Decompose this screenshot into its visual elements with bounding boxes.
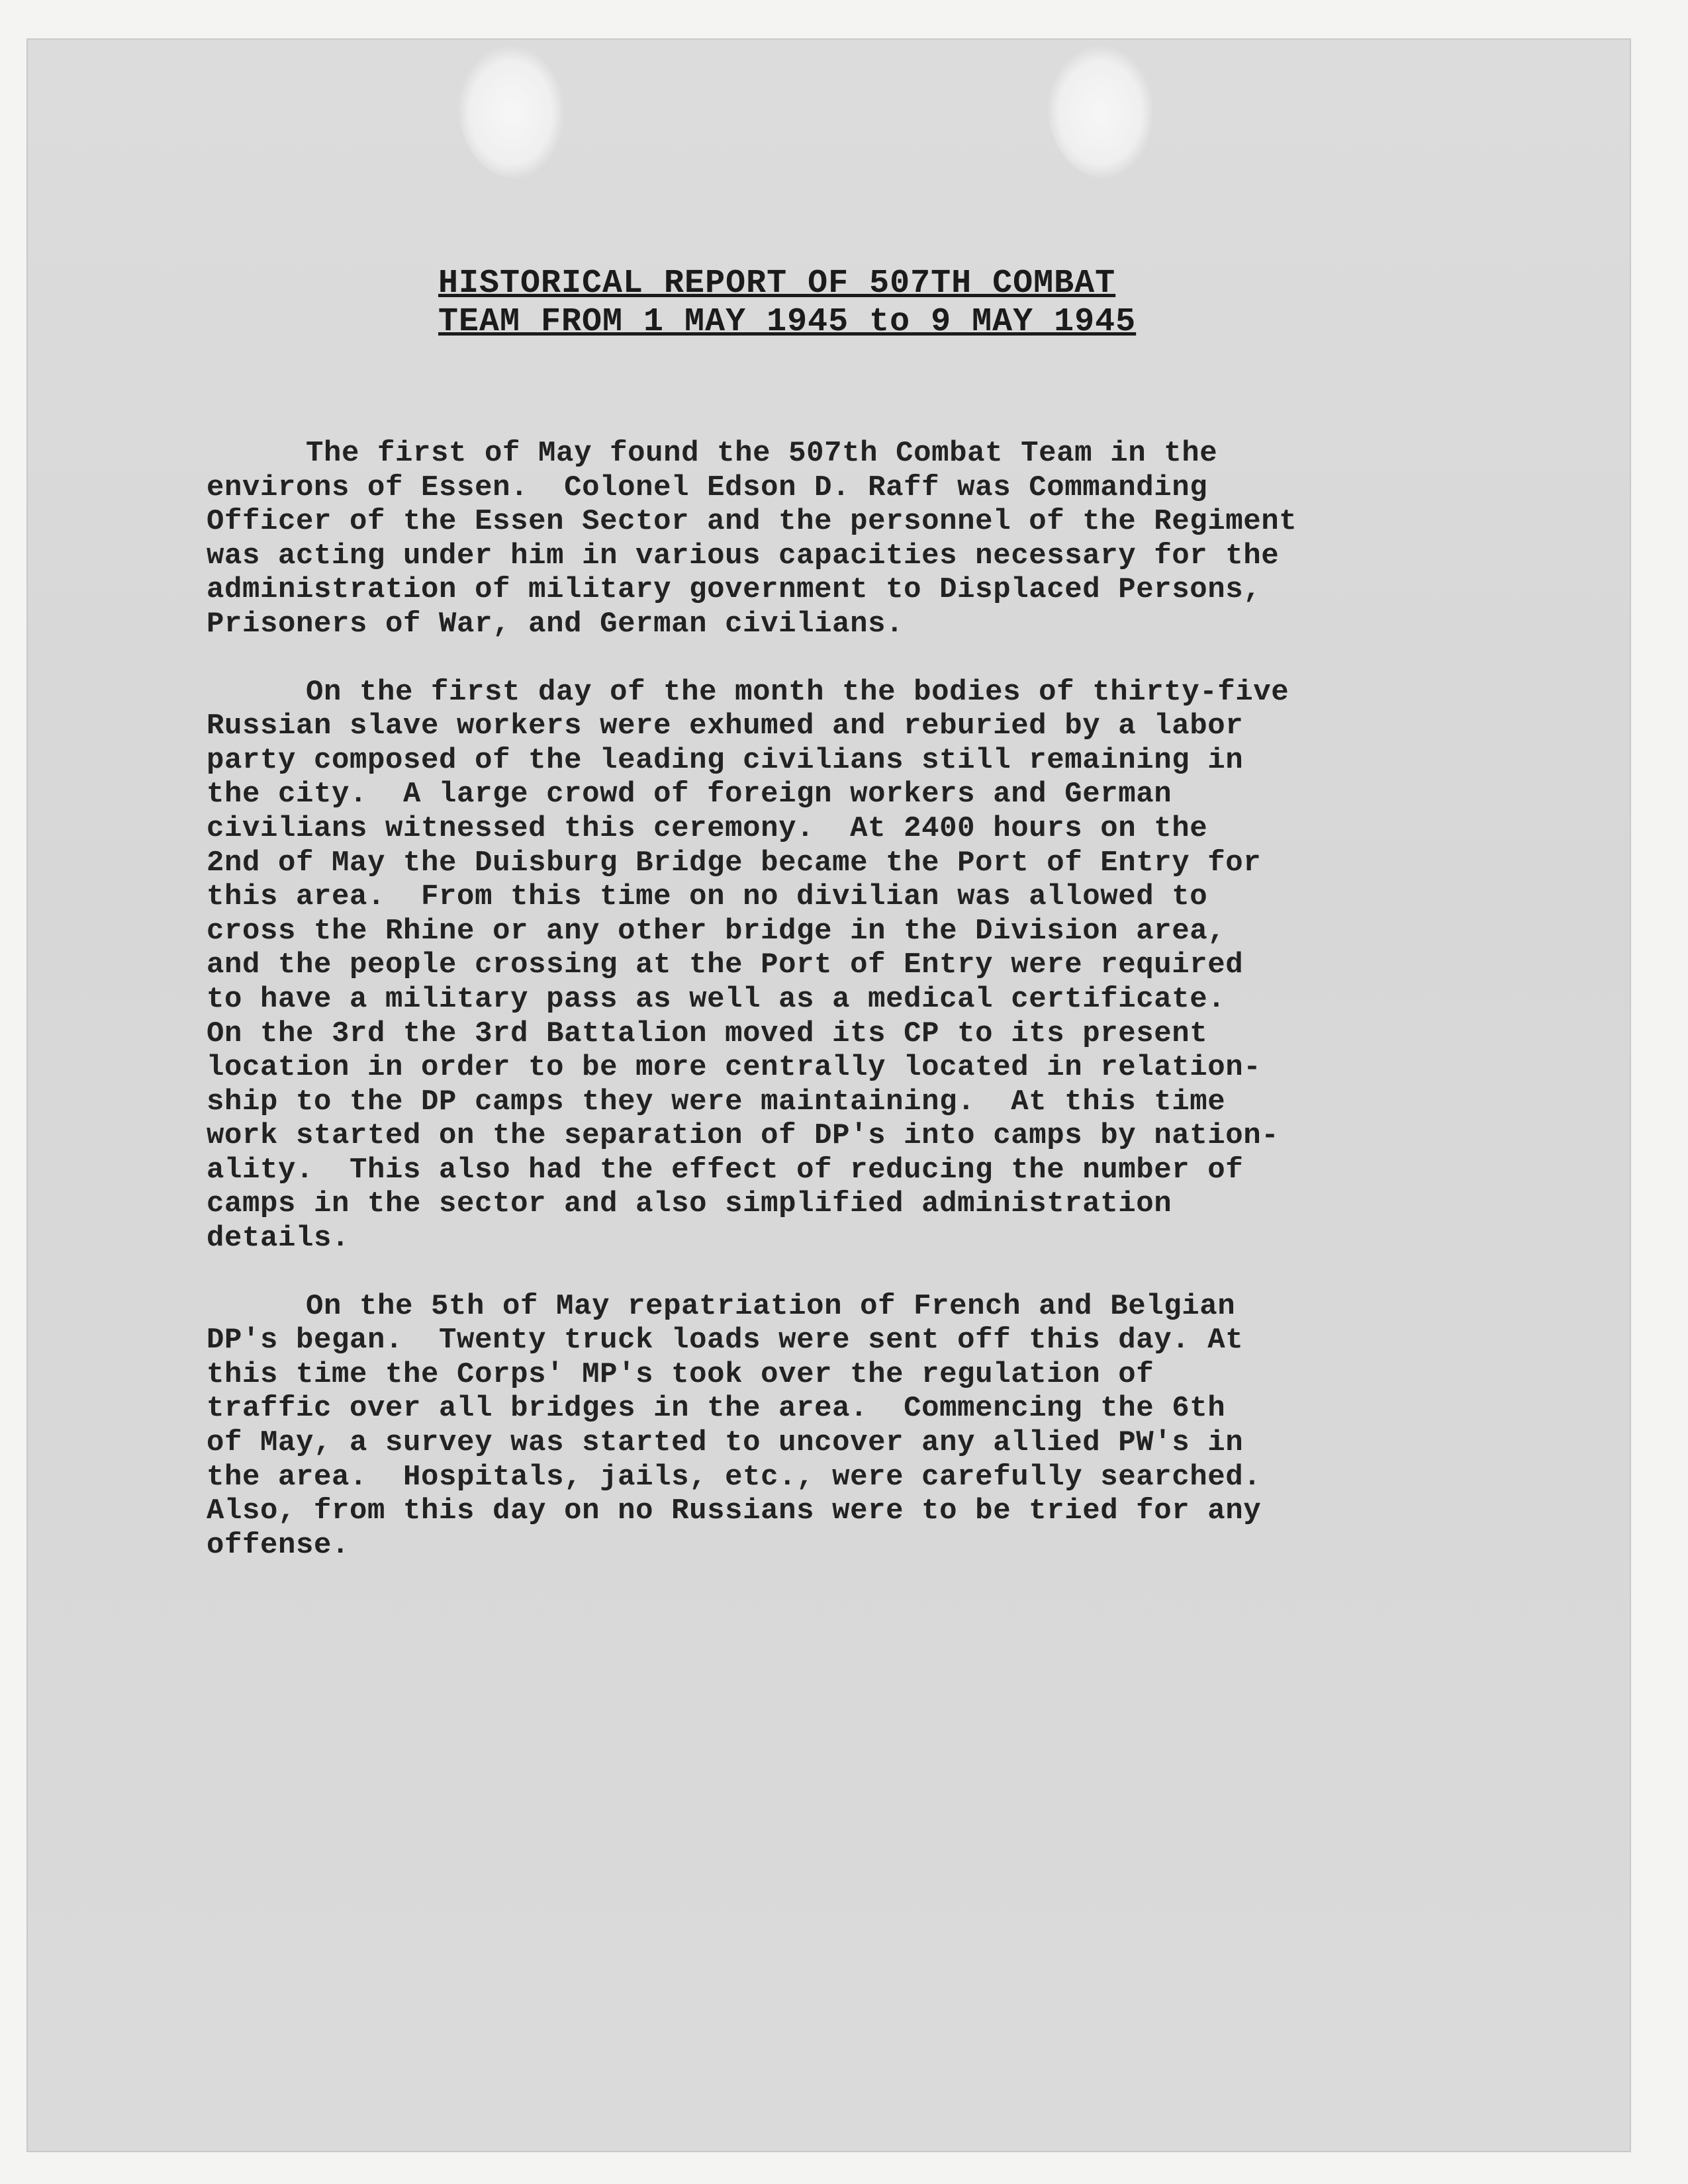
text-line: to have a military pass as well as a medical certificate. <box>207 982 1226 1016</box>
text-line: On the first day of the month the bodies of thirty-five <box>306 675 1289 709</box>
text-line: administration of military government to Displaced Persons, <box>207 573 1262 607</box>
text-line: and the people crossing at the Port of Entry were required <box>207 948 1244 982</box>
text-line: Officer of the Essen Sector and the personnel of the Regiment <box>207 505 1297 539</box>
text-line: Russian slave workers were exhumed and reburied by a labor <box>207 709 1244 743</box>
text-line: On the 3rd the 3rd Battalion moved its CP to its present <box>207 1017 1208 1050</box>
text-line: was acting under him in various capacities necessary for the <box>207 539 1280 572</box>
paragraph-2 <box>207 676 1550 1256</box>
text-line: location in order to be more centrally located in relation- <box>207 1051 1262 1085</box>
text-line: offense. <box>207 1528 350 1562</box>
title-line-1: HISTORICAL REPORT OF 507TH COMBAT <box>438 265 1116 302</box>
punch-hole-left <box>458 46 564 179</box>
text-line: On the 5th of May repatriation of French and Belgian <box>306 1289 1236 1323</box>
text-line: this time the Corps' MP's took over the regulation of <box>207 1357 1154 1391</box>
text-line: civilians witnessed this ceremony. At 2400 hours on the <box>207 811 1208 845</box>
text-line: environs of Essen. Colonel Edson D. Raff was Commanding <box>207 471 1208 504</box>
document-page <box>28 40 1630 2151</box>
title-line-2: TEAM FROM 1 MAY 1945 to 9 MAY 1945 <box>438 303 1137 341</box>
report-title <box>438 265 1299 341</box>
text-line: the area. Hospitals, jails, etc., were carefully searched. <box>207 1460 1262 1494</box>
punch-hole-right <box>1047 46 1153 179</box>
text-line: DP's began. Twenty truck loads were sent off this day. At <box>207 1324 1244 1357</box>
text-line: The first of May found the 507th Combat Team in the <box>306 437 1218 470</box>
text-line: 2nd of May the Duisburg Bridge became the Port of Entry for <box>207 846 1262 880</box>
text-line: party composed of the leading civilians still remaining in <box>207 743 1244 777</box>
text-line: Prisoners of War, and German civilians. <box>207 607 904 641</box>
text-line: cross the Rhine or any other bridge in the Division area, <box>207 914 1226 948</box>
text-line: this area. From this time on no divilian was allowed to <box>207 880 1208 914</box>
text-line: traffic over all bridges in the area. Commencing the 6th <box>207 1392 1226 1426</box>
paragraph-1 <box>207 437 1550 642</box>
text-line: Also, from this day on no Russians were to be tried for any <box>207 1494 1262 1528</box>
text-line: details. <box>207 1222 350 1255</box>
text-line: ship to the DP camps they were maintaining. At this time <box>207 1085 1226 1118</box>
text-line: of May, a survey was started to uncover any allied PW's in <box>207 1426 1244 1460</box>
text-line: ality. This also had the effect of reducing the number of <box>207 1153 1244 1187</box>
report-body <box>207 437 1550 1596</box>
text-line: camps in the sector and also simplified administration <box>207 1187 1172 1221</box>
paragraph-3 <box>207 1290 1550 1563</box>
text-line: work started on the separation of DP's into camps by nation- <box>207 1119 1280 1153</box>
text-line: the city. A large crowd of foreign workers and German <box>207 778 1172 811</box>
